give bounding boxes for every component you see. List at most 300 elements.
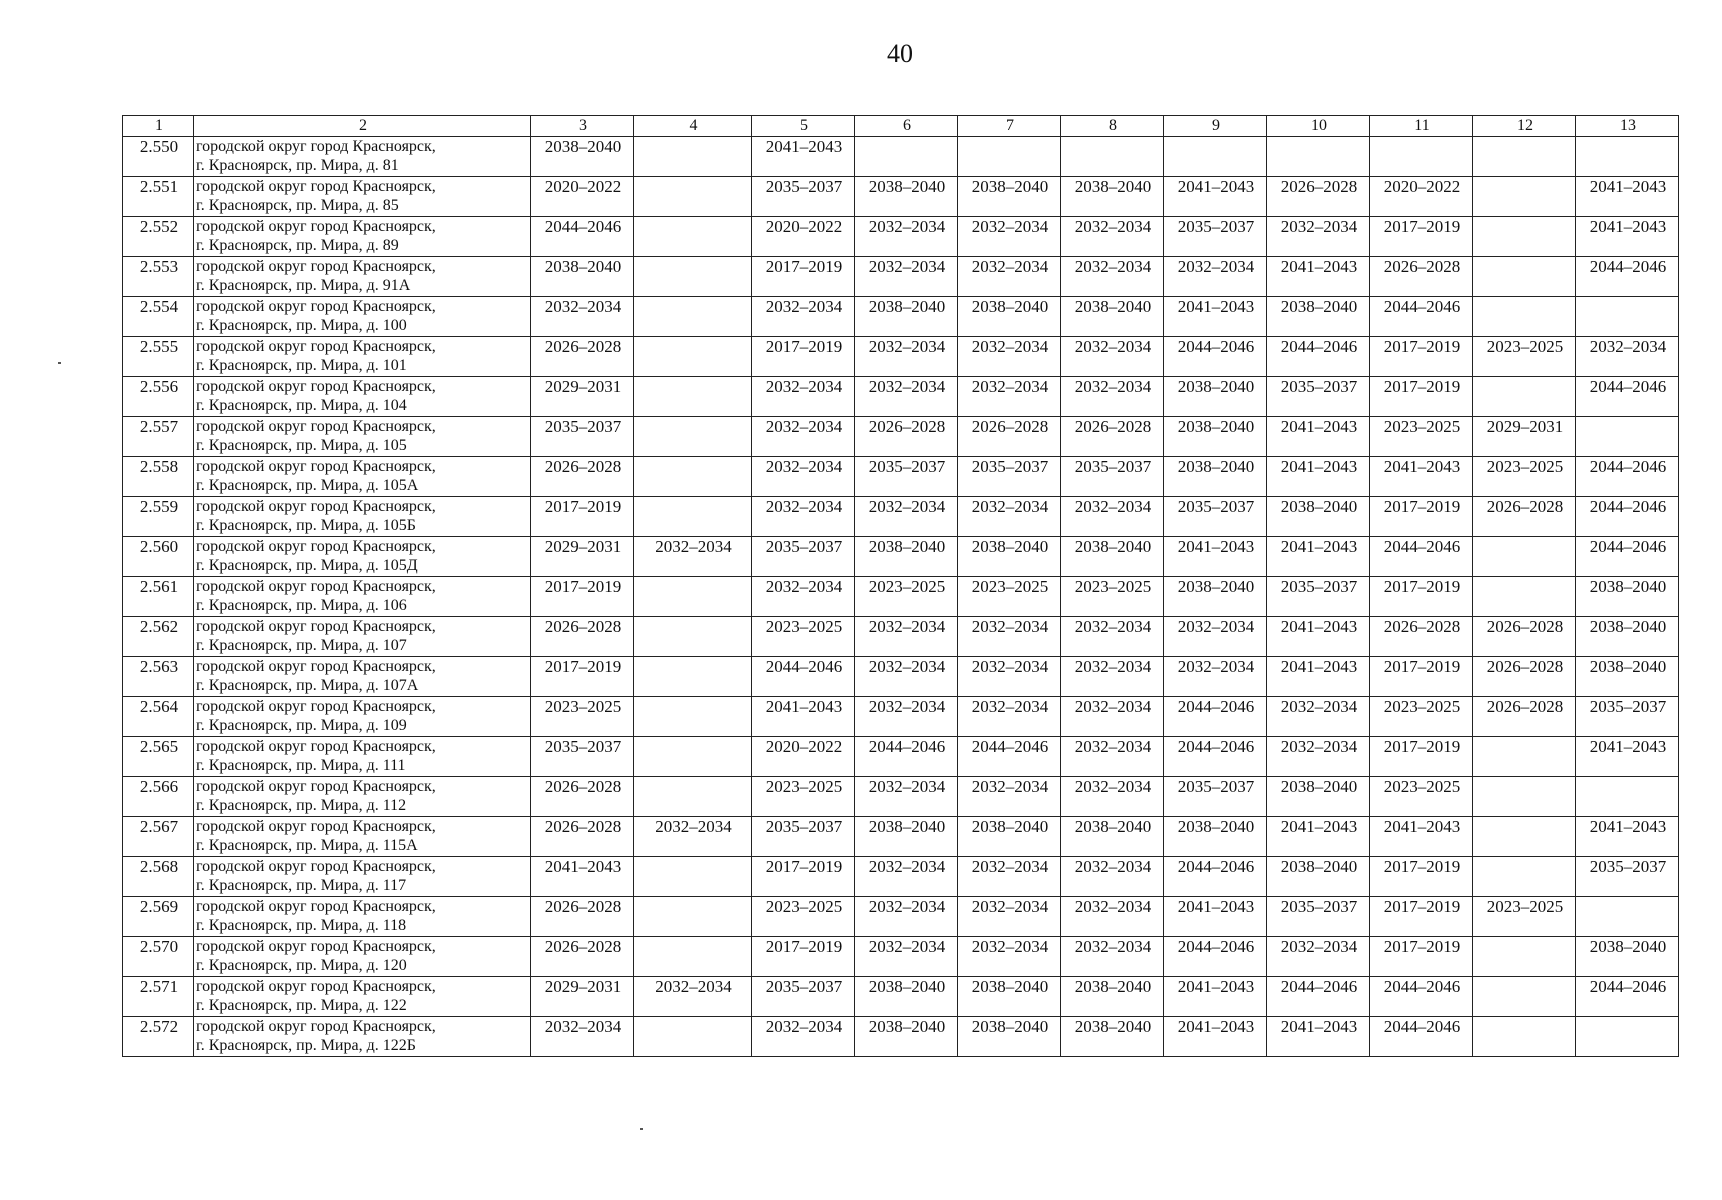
period-cell-col8: 2038–2040 [1061, 297, 1164, 337]
row-number: 2.569 [123, 897, 194, 937]
period-cell-col4: 2032–2034 [634, 977, 752, 1017]
period-cell-col8: 2038–2040 [1061, 817, 1164, 857]
period-cell-col12 [1473, 177, 1576, 217]
period-cell-col11: 2026–2028 [1370, 617, 1473, 657]
address-line-district: городской округ город Красноярск, [196, 138, 436, 155]
table-row [123, 1017, 1679, 1057]
period-cell-col13 [1576, 777, 1679, 817]
address-cell [194, 697, 531, 737]
period-cell-col8: 2038–2040 [1061, 537, 1164, 577]
period-cell-col12 [1473, 577, 1576, 617]
row-number: 2.550 [123, 137, 194, 177]
column-header: 3 [531, 116, 634, 137]
period-cell-col4 [634, 177, 752, 217]
period-cell-col7: 2032–2034 [958, 657, 1061, 697]
period-cell-col3: 2035–2037 [531, 737, 634, 777]
period-cell-col3: 2026–2028 [531, 817, 634, 857]
column-header: 7 [958, 116, 1061, 137]
table-row [123, 897, 1679, 937]
address-line-street: г. Красноярск, пр. Мира, д. 91А [196, 277, 411, 294]
column-header: 5 [752, 116, 855, 137]
address-line-district: городской округ город Красноярск, [196, 818, 436, 835]
table-row [123, 777, 1679, 817]
period-cell-col7: 2038–2040 [958, 817, 1061, 857]
address-cell [194, 897, 531, 937]
column-header: 1 [123, 116, 194, 137]
address-line-street: г. Красноярск, пр. Мира, д. 107А [196, 677, 419, 694]
period-cell-col7: 2032–2034 [958, 217, 1061, 257]
period-cell-col3: 2017–2019 [531, 497, 634, 537]
period-cell-col4 [634, 377, 752, 417]
period-cell-col9: 2032–2034 [1164, 657, 1267, 697]
period-cell-col4 [634, 1017, 752, 1057]
period-cell-col12 [1473, 977, 1576, 1017]
period-cell-col10: 2032–2034 [1267, 937, 1370, 977]
row-number: 2.558 [123, 457, 194, 497]
address-cell [194, 817, 531, 857]
period-cell-col12 [1473, 297, 1576, 337]
period-cell-col3: 2044–2046 [531, 217, 634, 257]
period-cell-col13: 2038–2040 [1576, 617, 1679, 657]
period-cell-col7: 2032–2034 [958, 697, 1061, 737]
period-cell-col6: 2038–2040 [855, 177, 958, 217]
period-cell-col4 [634, 297, 752, 337]
period-cell-col10: 2032–2034 [1267, 737, 1370, 777]
address-cell [194, 617, 531, 657]
period-cell-col6: 2038–2040 [855, 1017, 958, 1057]
address-line-street: г. Красноярск, пр. Мира, д. 106 [196, 597, 407, 614]
period-cell-col8: 2032–2034 [1061, 377, 1164, 417]
period-cell-col10: 2041–2043 [1267, 657, 1370, 697]
period-cell-col8: 2038–2040 [1061, 977, 1164, 1017]
table-row [123, 337, 1679, 377]
address-line-street: г. Красноярск, пр. Мира, д. 104 [196, 397, 407, 414]
column-header: 2 [194, 116, 531, 137]
period-cell-col5: 2035–2037 [752, 977, 855, 1017]
period-cell-col11: 2017–2019 [1370, 937, 1473, 977]
period-cell-col13: 2044–2046 [1576, 497, 1679, 537]
period-cell-col4 [634, 657, 752, 697]
row-number: 2.566 [123, 777, 194, 817]
address-line-street: г. Красноярск, пр. Мира, д. 120 [196, 957, 407, 974]
period-cell-col9: 2041–2043 [1164, 897, 1267, 937]
period-cell-col9: 2035–2037 [1164, 217, 1267, 257]
period-cell-col9: 2038–2040 [1164, 577, 1267, 617]
period-cell-col8: 2026–2028 [1061, 417, 1164, 457]
address-line-district: городской округ город Красноярск, [196, 858, 436, 875]
address-line-street: г. Красноярск, пр. Мира, д. 122 [196, 997, 407, 1014]
period-cell-col13: 2035–2037 [1576, 857, 1679, 897]
address-line-street: г. Красноярск, пр. Мира, д. 101 [196, 357, 407, 374]
period-cell-col6: 2026–2028 [855, 417, 958, 457]
period-cell-col11: 2023–2025 [1370, 417, 1473, 457]
period-cell-col13: 2041–2043 [1576, 817, 1679, 857]
period-cell-col7: 2038–2040 [958, 177, 1061, 217]
period-cell-col11: 2017–2019 [1370, 217, 1473, 257]
period-cell-col7: 2032–2034 [958, 857, 1061, 897]
period-cell-col7: 2038–2040 [958, 537, 1061, 577]
period-cell-col4 [634, 777, 752, 817]
address-line-district: городской округ город Красноярск, [196, 1018, 436, 1035]
address-line-street: г. Красноярск, пр. Мира, д. 105Д [196, 557, 418, 574]
period-cell-col11: 2026–2028 [1370, 257, 1473, 297]
period-cell-col6 [855, 137, 958, 177]
period-cell-col6: 2032–2034 [855, 937, 958, 977]
period-cell-col4 [634, 897, 752, 937]
period-cell-col10: 2044–2046 [1267, 977, 1370, 1017]
address-cell [194, 137, 531, 177]
period-cell-col9: 2044–2046 [1164, 857, 1267, 897]
period-cell-col3: 2023–2025 [531, 697, 634, 737]
address-cell [194, 657, 531, 697]
period-cell-col10: 2035–2037 [1267, 377, 1370, 417]
period-cell-col7: 2038–2040 [958, 1017, 1061, 1057]
period-cell-col13 [1576, 897, 1679, 937]
period-cell-col6: 2038–2040 [855, 817, 958, 857]
period-cell-col4 [634, 937, 752, 977]
period-cell-col10: 2035–2037 [1267, 577, 1370, 617]
period-cell-col8: 2023–2025 [1061, 577, 1164, 617]
address-cell [194, 537, 531, 577]
period-cell-col3: 2026–2028 [531, 337, 634, 377]
period-cell-col6: 2032–2034 [855, 897, 958, 937]
row-number: 2.563 [123, 657, 194, 697]
address-cell [194, 217, 531, 257]
period-cell-col13: 2044–2046 [1576, 257, 1679, 297]
period-cell-col7: 2032–2034 [958, 337, 1061, 377]
period-cell-col9: 2041–2043 [1164, 177, 1267, 217]
address-line-district: городской округ город Красноярск, [196, 578, 436, 595]
address-cell [194, 177, 531, 217]
period-cell-col5: 2035–2037 [752, 817, 855, 857]
period-cell-col7: 2032–2034 [958, 617, 1061, 657]
address-line-district: городской округ город Красноярск, [196, 898, 436, 915]
period-cell-col9: 2041–2043 [1164, 1017, 1267, 1057]
address-line-district: городской округ город Красноярск, [196, 298, 436, 315]
period-cell-col11: 2017–2019 [1370, 577, 1473, 617]
period-cell-col7: 2038–2040 [958, 297, 1061, 337]
period-cell-col4: 2032–2034 [634, 817, 752, 857]
row-number: 2.564 [123, 697, 194, 737]
period-cell-col3: 2026–2028 [531, 617, 634, 657]
address-line-street: г. Красноярск, пр. Мира, д. 111 [196, 757, 406, 774]
period-cell-col5: 2032–2034 [752, 1017, 855, 1057]
period-cell-col5: 2023–2025 [752, 617, 855, 657]
period-cell-col5: 2023–2025 [752, 777, 855, 817]
period-cell-col10 [1267, 137, 1370, 177]
period-cell-col7: 2038–2040 [958, 977, 1061, 1017]
period-cell-col12: 2026–2028 [1473, 657, 1576, 697]
period-cell-col13: 2044–2046 [1576, 537, 1679, 577]
period-cell-col9: 2035–2037 [1164, 777, 1267, 817]
table-row [123, 737, 1679, 777]
period-cell-col3: 2026–2028 [531, 457, 634, 497]
period-cell-col7: 2032–2034 [958, 377, 1061, 417]
period-cell-col11: 2044–2046 [1370, 297, 1473, 337]
table-row [123, 417, 1679, 457]
period-cell-col6: 2038–2040 [855, 977, 958, 1017]
period-cell-col7: 2032–2034 [958, 937, 1061, 977]
period-cell-col11: 2044–2046 [1370, 537, 1473, 577]
address-line-street: г. Красноярск, пр. Мира, д. 85 [196, 197, 399, 214]
period-cell-col6: 2032–2034 [855, 697, 958, 737]
period-cell-col10: 2041–2043 [1267, 817, 1370, 857]
address-cell [194, 737, 531, 777]
period-cell-col10: 2032–2034 [1267, 217, 1370, 257]
row-number: 2.570 [123, 937, 194, 977]
address-cell [194, 857, 531, 897]
address-line-district: городской округ город Красноярск, [196, 978, 436, 995]
address-cell [194, 417, 531, 457]
schedule-table [122, 115, 1679, 1057]
period-cell-col8: 2032–2034 [1061, 777, 1164, 817]
address-cell [194, 457, 531, 497]
address-line-district: городской округ город Красноярск, [196, 738, 436, 755]
row-number: 2.551 [123, 177, 194, 217]
period-cell-col3: 2032–2034 [531, 297, 634, 337]
period-cell-col13: 2038–2040 [1576, 657, 1679, 697]
address-line-street: г. Красноярск, пр. Мира, д. 105А [196, 477, 419, 494]
period-cell-col11: 2017–2019 [1370, 377, 1473, 417]
period-cell-col12: 2023–2025 [1473, 337, 1576, 377]
period-cell-col10: 2026–2028 [1267, 177, 1370, 217]
period-cell-col4 [634, 217, 752, 257]
scan-speck [640, 1128, 643, 1130]
address-line-street: г. Красноярск, пр. Мира, д. 105Б [196, 517, 416, 534]
table-row [123, 577, 1679, 617]
table-row [123, 497, 1679, 537]
period-cell-col11: 2017–2019 [1370, 857, 1473, 897]
period-cell-col12 [1473, 817, 1576, 857]
period-cell-col12 [1473, 377, 1576, 417]
table-row [123, 657, 1679, 697]
row-number: 2.561 [123, 577, 194, 617]
period-cell-col6: 2032–2034 [855, 617, 958, 657]
period-cell-col9: 2044–2046 [1164, 337, 1267, 377]
column-number-row [123, 116, 1679, 137]
period-cell-col5: 2020–2022 [752, 737, 855, 777]
address-line-district: городской округ город Красноярск, [196, 778, 436, 795]
period-cell-col6: 2038–2040 [855, 297, 958, 337]
table-row [123, 217, 1679, 257]
period-cell-col13: 2044–2046 [1576, 457, 1679, 497]
address-line-street: г. Красноярск, пр. Мира, д. 117 [196, 877, 407, 894]
period-cell-col8: 2032–2034 [1061, 857, 1164, 897]
period-cell-col11: 2044–2046 [1370, 977, 1473, 1017]
period-cell-col6: 2032–2034 [855, 777, 958, 817]
period-cell-col12: 2026–2028 [1473, 617, 1576, 657]
period-cell-col6: 2032–2034 [855, 257, 958, 297]
period-cell-col13: 2038–2040 [1576, 937, 1679, 977]
period-cell-col12 [1473, 777, 1576, 817]
period-cell-col12 [1473, 737, 1576, 777]
row-number: 2.556 [123, 377, 194, 417]
address-line-street: г. Красноярск, пр. Мира, д. 118 [196, 917, 407, 934]
period-cell-col5: 2041–2043 [752, 137, 855, 177]
period-cell-col4 [634, 737, 752, 777]
period-cell-col11: 2044–2046 [1370, 1017, 1473, 1057]
period-cell-col8: 2038–2040 [1061, 177, 1164, 217]
period-cell-col11: 2017–2019 [1370, 737, 1473, 777]
period-cell-col3: 2017–2019 [531, 577, 634, 617]
table-row [123, 617, 1679, 657]
table-row [123, 457, 1679, 497]
row-number: 2.568 [123, 857, 194, 897]
period-cell-col6: 2032–2034 [855, 657, 958, 697]
period-cell-col10: 2035–2037 [1267, 897, 1370, 937]
period-cell-col6: 2032–2034 [855, 337, 958, 377]
row-number: 2.567 [123, 817, 194, 857]
period-cell-col3: 2029–2031 [531, 377, 634, 417]
period-cell-col9: 2035–2037 [1164, 497, 1267, 537]
period-cell-col6: 2023–2025 [855, 577, 958, 617]
period-cell-col12 [1473, 857, 1576, 897]
period-cell-col9 [1164, 137, 1267, 177]
period-cell-col3: 2038–2040 [531, 257, 634, 297]
column-header: 4 [634, 116, 752, 137]
period-cell-col7: 2032–2034 [958, 497, 1061, 537]
period-cell-col13: 2041–2043 [1576, 737, 1679, 777]
column-header: 9 [1164, 116, 1267, 137]
row-number: 2.552 [123, 217, 194, 257]
scan-speck [58, 362, 61, 364]
period-cell-col7 [958, 137, 1061, 177]
period-cell-col7: 2023–2025 [958, 577, 1061, 617]
period-cell-col11: 2023–2025 [1370, 777, 1473, 817]
table-row [123, 177, 1679, 217]
address-line-street: г. Красноярск, пр. Мира, д. 122Б [196, 1037, 416, 1054]
table-row [123, 257, 1679, 297]
column-header: 13 [1576, 116, 1679, 137]
table-row [123, 977, 1679, 1017]
period-cell-col11: 2017–2019 [1370, 337, 1473, 377]
address-line-district: городской округ город Красноярск, [196, 698, 436, 715]
period-cell-col12 [1473, 137, 1576, 177]
address-line-street: г. Красноярск, пр. Мира, д. 109 [196, 717, 407, 734]
table-row [123, 697, 1679, 737]
address-line-district: городской округ город Красноярск, [196, 538, 436, 555]
period-cell-col6: 2035–2037 [855, 457, 958, 497]
period-cell-col4 [634, 577, 752, 617]
period-cell-col5: 2032–2034 [752, 497, 855, 537]
period-cell-col8: 2032–2034 [1061, 617, 1164, 657]
period-cell-col5: 2020–2022 [752, 217, 855, 257]
table-row [123, 857, 1679, 897]
period-cell-col12: 2026–2028 [1473, 497, 1576, 537]
period-cell-col5: 2032–2034 [752, 577, 855, 617]
period-cell-col13: 2032–2034 [1576, 337, 1679, 377]
period-cell-col8: 2032–2034 [1061, 937, 1164, 977]
address-line-district: городской округ город Красноярск, [196, 258, 436, 275]
period-cell-col4 [634, 337, 752, 377]
address-line-street: г. Красноярск, пр. Мира, д. 115А [196, 837, 418, 854]
page-number: 40 [887, 39, 913, 68]
period-cell-col10: 2041–2043 [1267, 417, 1370, 457]
period-cell-col7: 2044–2046 [958, 737, 1061, 777]
period-cell-col12: 2026–2028 [1473, 697, 1576, 737]
period-cell-col11: 2020–2022 [1370, 177, 1473, 217]
address-line-district: городской округ город Красноярск, [196, 658, 436, 675]
period-cell-col10: 2044–2046 [1267, 337, 1370, 377]
period-cell-col9: 2044–2046 [1164, 937, 1267, 977]
period-cell-col12 [1473, 217, 1576, 257]
period-cell-col4 [634, 857, 752, 897]
period-cell-col6: 2032–2034 [855, 377, 958, 417]
period-cell-col9: 2032–2034 [1164, 617, 1267, 657]
address-line-district: городской округ город Красноярск, [196, 458, 436, 475]
period-cell-col7: 2026–2028 [958, 417, 1061, 457]
table-row [123, 817, 1679, 857]
row-number: 2.565 [123, 737, 194, 777]
period-cell-col13: 2035–2037 [1576, 697, 1679, 737]
address-line-district: городской округ город Красноярск, [196, 378, 436, 395]
period-cell-col12: 2023–2025 [1473, 897, 1576, 937]
column-header: 12 [1473, 116, 1576, 137]
period-cell-col5: 2017–2019 [752, 257, 855, 297]
period-cell-col5: 2032–2034 [752, 377, 855, 417]
period-cell-col10: 2038–2040 [1267, 297, 1370, 337]
period-cell-col7: 2035–2037 [958, 457, 1061, 497]
period-cell-col13 [1576, 137, 1679, 177]
address-line-street: г. Красноярск, пр. Мира, д. 100 [196, 317, 407, 334]
address-cell [194, 297, 531, 337]
address-cell [194, 337, 531, 377]
period-cell-col9: 2044–2046 [1164, 737, 1267, 777]
table-row [123, 137, 1679, 177]
period-cell-col12 [1473, 257, 1576, 297]
period-cell-col5: 2035–2037 [752, 537, 855, 577]
row-number: 2.572 [123, 1017, 194, 1057]
period-cell-col9: 2041–2043 [1164, 297, 1267, 337]
period-cell-col3: 2035–2037 [531, 417, 634, 457]
address-cell [194, 257, 531, 297]
period-cell-col5: 2023–2025 [752, 897, 855, 937]
period-cell-col5: 2017–2019 [752, 337, 855, 377]
period-cell-col4 [634, 497, 752, 537]
address-cell [194, 977, 531, 1017]
row-number: 2.571 [123, 977, 194, 1017]
period-cell-col13: 2041–2043 [1576, 217, 1679, 257]
address-line-street: г. Красноярск, пр. Мира, д. 107 [196, 637, 407, 654]
period-cell-col8: 2035–2037 [1061, 457, 1164, 497]
period-cell-col5: 2044–2046 [752, 657, 855, 697]
address-cell [194, 377, 531, 417]
period-cell-col8: 2032–2034 [1061, 737, 1164, 777]
period-cell-col10: 2041–2043 [1267, 1017, 1370, 1057]
period-cell-col5: 2032–2034 [752, 457, 855, 497]
period-cell-col9: 2044–2046 [1164, 697, 1267, 737]
period-cell-col11: 2017–2019 [1370, 657, 1473, 697]
period-cell-col9: 2038–2040 [1164, 417, 1267, 457]
table-row [123, 537, 1679, 577]
period-cell-col3: 2020–2022 [531, 177, 634, 217]
period-cell-col9: 2038–2040 [1164, 817, 1267, 857]
row-number: 2.554 [123, 297, 194, 337]
period-cell-col3: 2029–2031 [531, 977, 634, 1017]
period-cell-col3: 2041–2043 [531, 857, 634, 897]
table-row [123, 937, 1679, 977]
address-line-district: городской округ город Красноярск, [196, 938, 436, 955]
row-number: 2.557 [123, 417, 194, 457]
period-cell-col11: 2041–2043 [1370, 457, 1473, 497]
address-line-district: городской округ город Красноярск, [196, 178, 436, 195]
period-cell-col3: 2038–2040 [531, 137, 634, 177]
period-cell-col13: 2038–2040 [1576, 577, 1679, 617]
period-cell-col8 [1061, 137, 1164, 177]
period-cell-col8: 2038–2040 [1061, 1017, 1164, 1057]
period-cell-col3: 2017–2019 [531, 657, 634, 697]
address-line-district: городской округ город Красноярск, [196, 338, 436, 355]
